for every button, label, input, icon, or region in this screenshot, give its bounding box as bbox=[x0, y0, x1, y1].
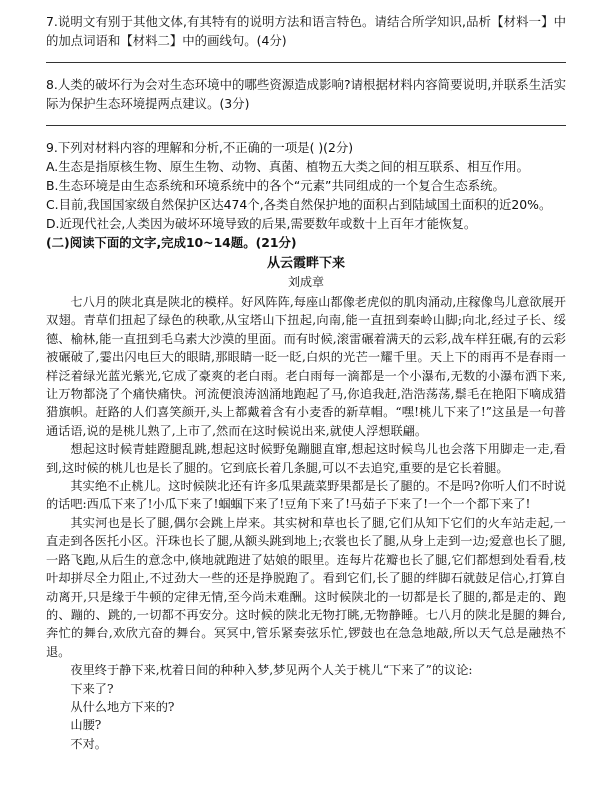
answer-line bbox=[46, 125, 566, 126]
dialogue-line: 夜里终于静下来,枕着日间的种种入梦,梦见两个人关于桃儿“下来了”的议论: bbox=[70, 663, 473, 678]
article-paragraph: 其实绝不止桃儿。这时候陕北还有许多瓜果蔬菜野果都是长了腿的。不是吗?你听人们不时说的话吧:西瓜下来了!小瓜下来了!蝈蝈下来了!豆角下来了!马茹子下来了!一个一个都下来了! bbox=[46, 479, 566, 512]
dialogue-line: 从什么地方下来的? bbox=[70, 699, 175, 714]
question-7: 7.说明文有别于其他文体,有其特有的说明方法和语言特色。请结合所学知识,品析【材料一】中的加点词语和【材料二】中的画线句。(4分) bbox=[46, 14, 566, 48]
question-8: 8.人类的破坏行为会对生态环境中的哪些资源造成影响?请根据材料内容简要说明,并联系生活实际为保护生态环境提两点建议。(3分) bbox=[46, 77, 566, 111]
article-paragraph: 其实河也是长了腿,偶尔会跳上岸来。其实树和草也长了腿,它们从知下它们的火车站走起,一直走到各医托小区。汗珠也长了腿,从额头跳到地上;衣裳也长了腿,从身上走到一边;爱意也长了腿,一路飞跑,从后生的意念中,倏地就跑进了姑娘的眼里。连每片花瓣也长了腿,它们都想到处看看,枝叶却拼尽全力阻止,不过劲大一些的还是挣脱跑了。看到它们,长了腿的绊脚石就鼓足信心,打算自动离开,只是缘于牛顿的定律无情,至今尚未难酬。这时候陕北的一切都是长了腿的,都是走的、跑的、蹦的、跳的,一切都不再安分。这时候的陕北无物打眺,无物静睡。七八月的陕北是腿的舞台,奔忙的舞台,欢欣亢奋的舞台。冥冥中,管乐紧奏弦乐忙,锣鼓也在急急地敲,所以天气总是融热不退。 bbox=[46, 515, 566, 659]
option-b: B.生态环境是由生态系统和环境系统中的各个“元素”共同组成的一个复合生态系统。 bbox=[46, 178, 505, 193]
dialogue-line: 下来了? bbox=[70, 681, 114, 696]
article-paragraph: 想起这时候青蛙蹬腿乱跳,想起这时候野兔蹦腿直窜,想起这时候鸟儿也会落下用脚走一走,看到,这时候的桃儿也是长了腿的。它到底长着几条腿,可以不去追究,重要的是它长着腿。 bbox=[46, 442, 566, 475]
section-heading: (二)阅读下面的文字,完成10~14题。(21分) bbox=[46, 235, 297, 250]
option-d: D.近现代社会,人类因为破坏环境导致的后果,需要数年或数十上百年才能恢复。 bbox=[46, 216, 477, 231]
question-9: 9.下列对材料内容的理解和分析,不正确的一项是( )(2分) bbox=[46, 140, 354, 155]
option-c: C.目前,我国国家级自然保护区达474个,各类自然保护地的面积占到陆域国土面积的近20%。 bbox=[46, 197, 552, 212]
option-a: A.生态是指原核生物、原生生物、动物、真菌、植物五大类之间的相互联系、相互作用。 bbox=[46, 159, 530, 174]
answer-line bbox=[46, 62, 566, 63]
dialogue-line: 山腰? bbox=[70, 718, 102, 733]
dialogue-line: 不对。 bbox=[70, 736, 107, 751]
article-author: 刘成章 bbox=[287, 275, 324, 289]
article-paragraph: 七八月的陕北真是陕北的模样。好风阵阵,每座山都像老虎似的肌肉涌动,庄稼像鸟儿意欲展开双翅。青草们扭起了绿色的秧歌,从宝塔山下扭起,向南,能一直扭到秦岭山脚;向北,经过子长、绥德、榆林,能一直扭到毛乌素大沙漠的里面。而有时候,滚雷碾着满天的云彩,战车样狂碾,有的云彩被碾破了,霎出闪电巨大的眼睛,那眼睛一眨一眨,白炽的光芒一耀千里。天上下的雨再不是春雨一样泛着绿光蓝光紫光,它成了豪爽的老白雨。老白雨每一滴都是一个小瀑布,无数的小瀑布洒下来,让万物都浇了个痛快痛快。河流便浪涛汹涌地跑起了马,你追我赶,浩浩荡荡,鬃毛在艳阳下嘀成猎猎旗帜。赶路的人们喜笑颜开,头上都戴着含有小麦香的新草帽。“嘿!桃儿下来了!”这虽是一句普通话语,说的是桃儿熟了,上市了,然而在这时候说出来,就使人浮想联翩。 bbox=[46, 295, 566, 438]
article-title: 从云霞畔下来 bbox=[266, 256, 345, 271]
